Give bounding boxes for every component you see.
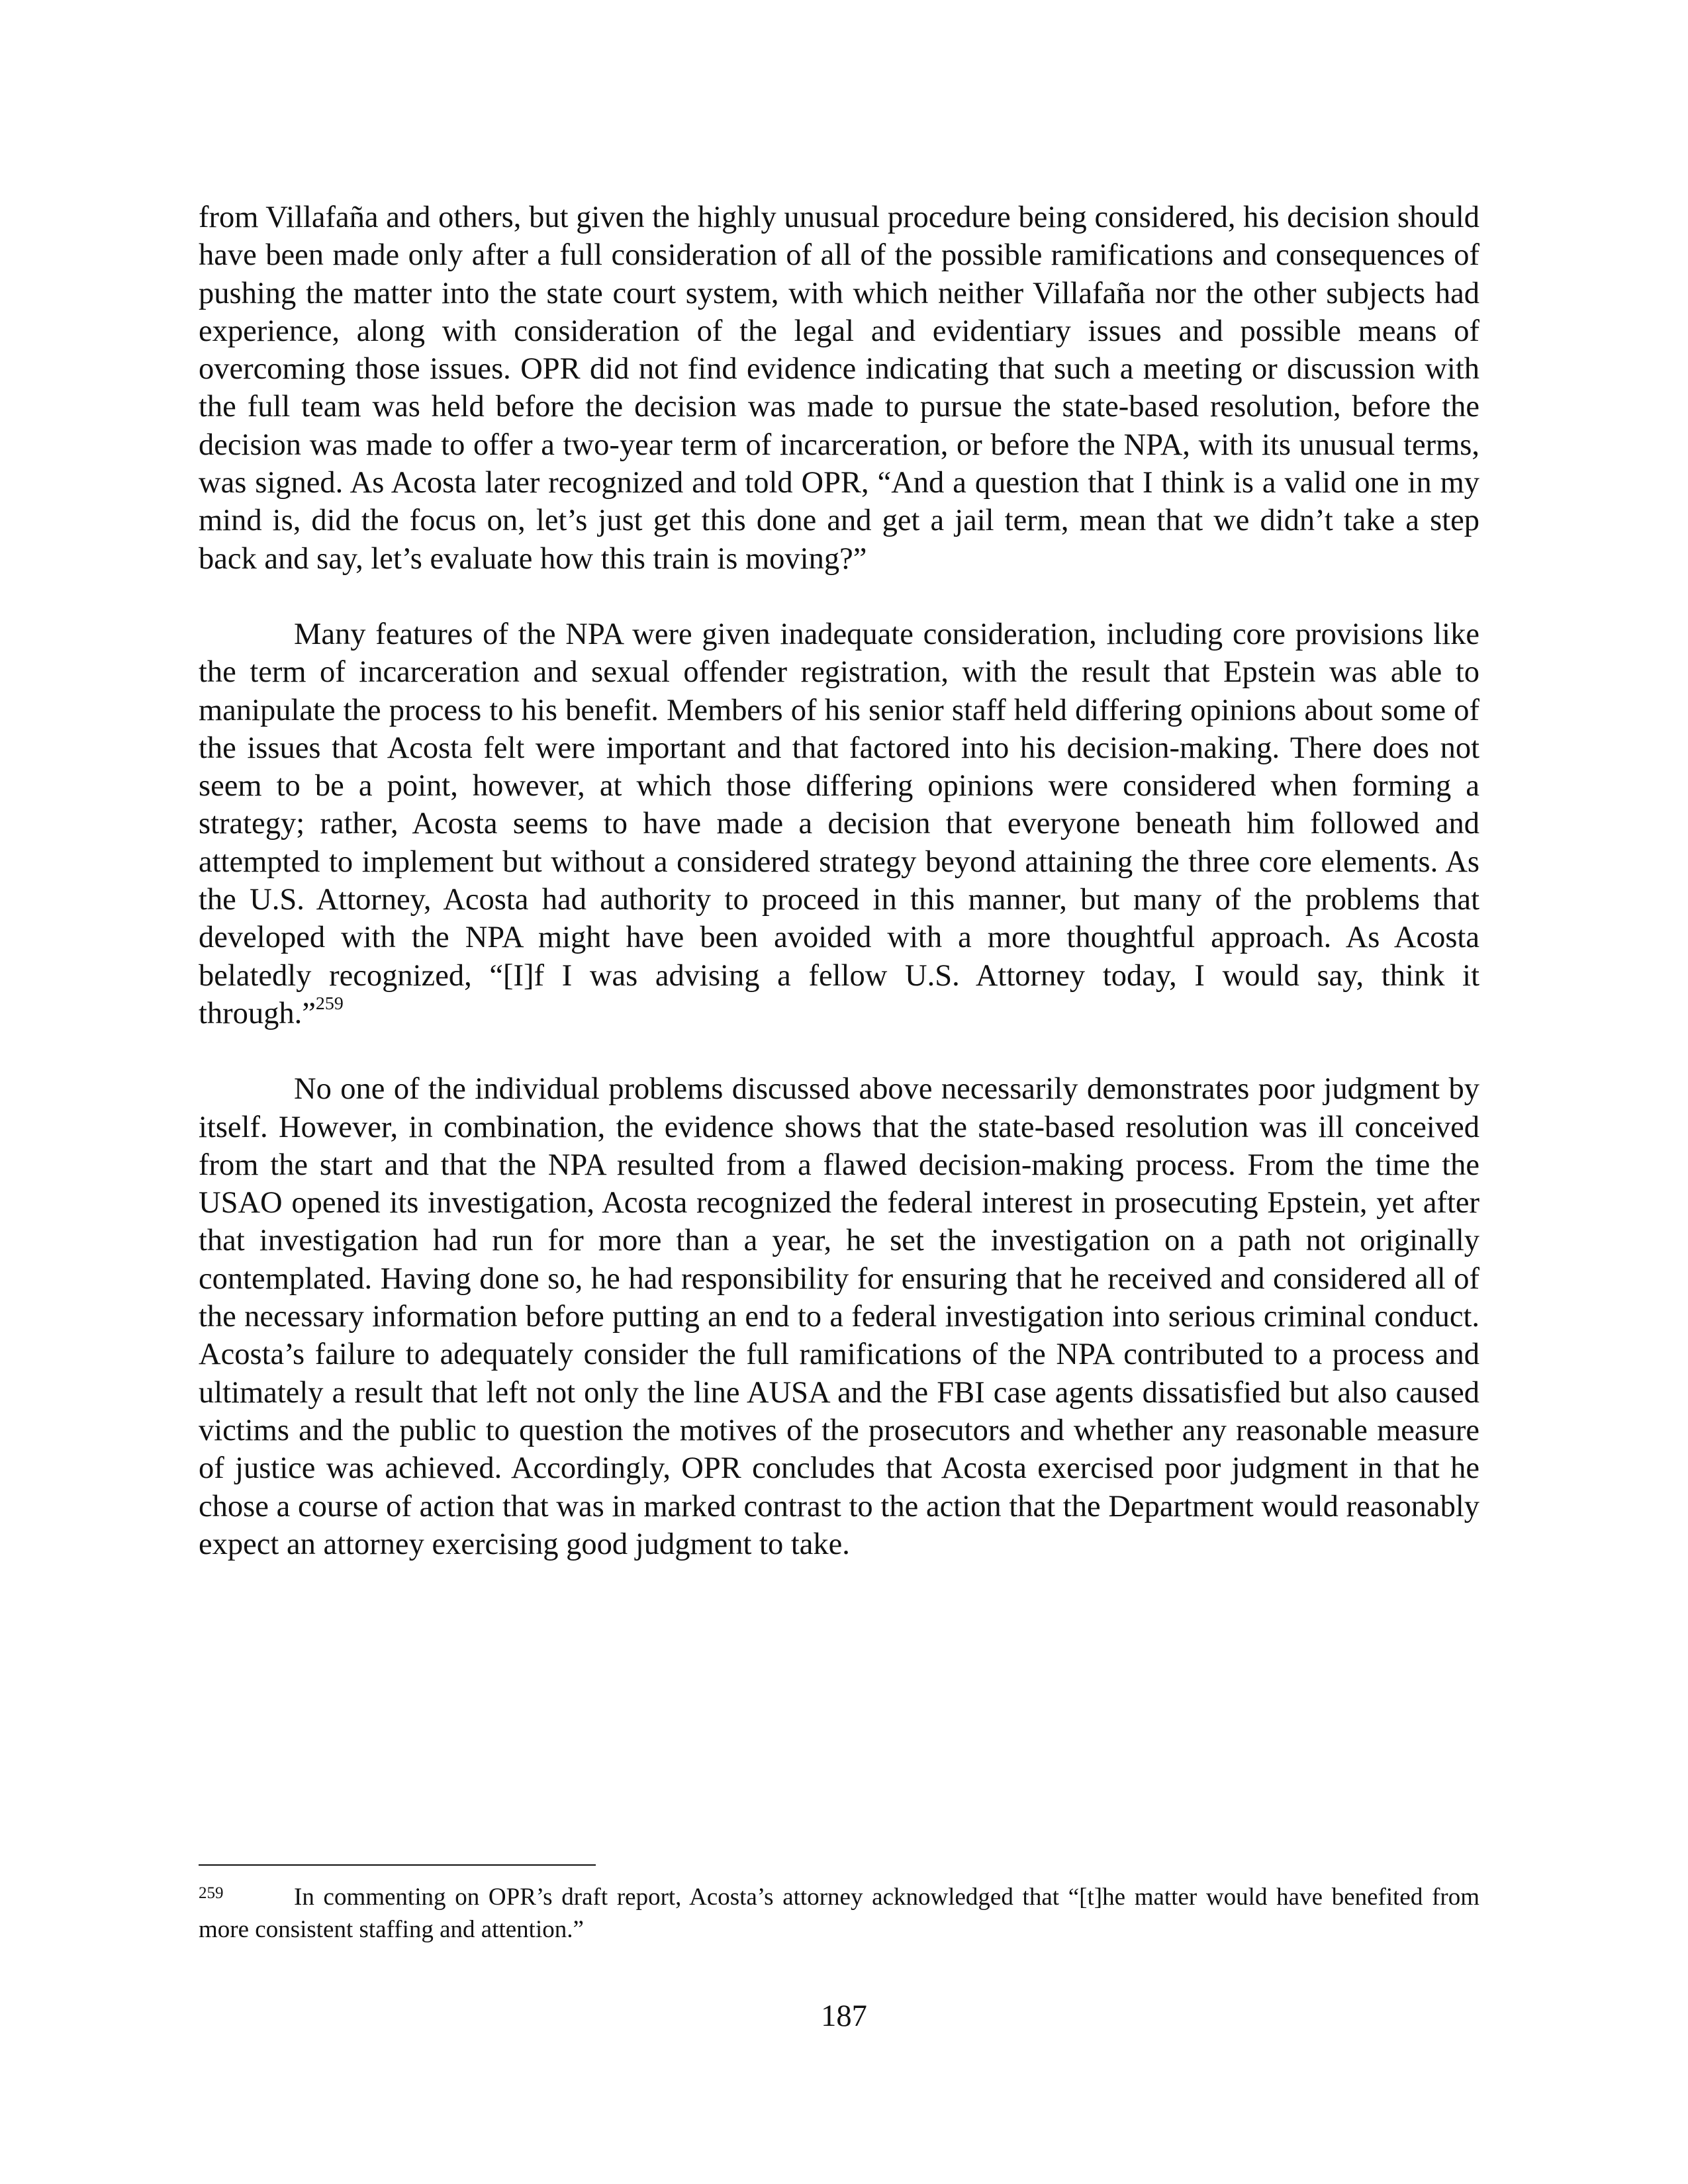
footnote-separator [199,1864,596,1866]
paragraph-3 [199,1070,1479,1563]
footnote-number: 259 [199,1884,224,1902]
footnote-reference[interactable]: 259 [315,993,344,1015]
paragraph-3-text: No one of the individual problems discussed above necessarily demonstrates poor judgment by itself. However, in combination, the evidence shows that the state-based resolution was ill conceived from the start and that the NPA resulted from a flawed decision-making process. From the time the USAO opened its investigation, Acosta recognized the federal interest in prosecuting Epstein, yet after that investigation had run for more than a year, he set the investigation on a path not originally contemplated. Having done so, he had responsibility for ensuring that he received and considered all of the necessary information before putting an end to a federal investigation into serious criminal conduct. Acosta’s failure to adequately consider the full ramifications of the NPA contributed to a process and ultimately a result that left not only the line AUSA and the FBI case agents dissatisfied but also caused victims and the public to question the motives of the prosecutors and whether any reasonable measure of justice was achieved. Accordingly, OPR concludes that Acosta exercised poor judgment in that he chose a course of action that was in marked contrast to the action that the Department would reasonably expect an attorney exercising good judgment to take. [199,1072,1479,1561]
footnote-text: In commenting on OPR’s draft report, Acosta’s attorney acknowledged that “[t]he matter would have benefited from more consistent staffing and attention.” [199,1884,1479,1943]
footnote [199,1881,1479,1946]
paragraph-1 [199,199,1479,578]
page-number: 187 [821,1999,867,2033]
body-text [199,199,1479,1563]
paragraph-1-text: from Villafaña and others, but given the highly unusual procedure being considered, his decision should have been made only after a full consideration of all of the possible ramifications and consequences of pushing the matter into the state court system, with which neither Villafaña nor the other subjects had experience, along with consideration of the legal and evidentiary issues and possible means of overcoming those issues. OPR did not find evidence indicating that such a meeting or discussion with the full team was held before the decision was made to pursue the state-based resolution, before the decision was made to offer a two-year term of incarceration, or before the NPA, with its unusual terms, was signed. As Acosta later recognized and told OPR, “And a question that I think is a valid one in my mind is, did the focus on, let’s just get this done and get a jail term, mean that we didn’t take a step back and say, let’s evaluate how this train is moving?” [199,201,1479,576]
paragraph-2-text: Many features of the NPA were given inadequate consideration, including core provisions like the term of incarceration and sexual offender registration, with the result that Epstein was able to manipulate the process to his benefit. Members of his senior staff held differing opinions about some of the issues that Acosta felt were important and that factored into his decision-making. There does not seem to be a point, however, at which those differing opinions were considered when forming a strategy; rather, Acosta seems to have made a decision that everyone beneath him followed and attempted to implement but without a considered strategy beyond attaining the three core elements. As the U.S. Attorney, Acosta had authority to proceed in this manner, but many of the problems that developed with the NPA might have been avoided with a more thoughtful approach. As Acosta belatedly recognized, “[I]f I was advising a fellow U.S. Attorney today, I would say, think it through.” [199,617,1479,1030]
paragraph-2 [199,615,1479,1032]
